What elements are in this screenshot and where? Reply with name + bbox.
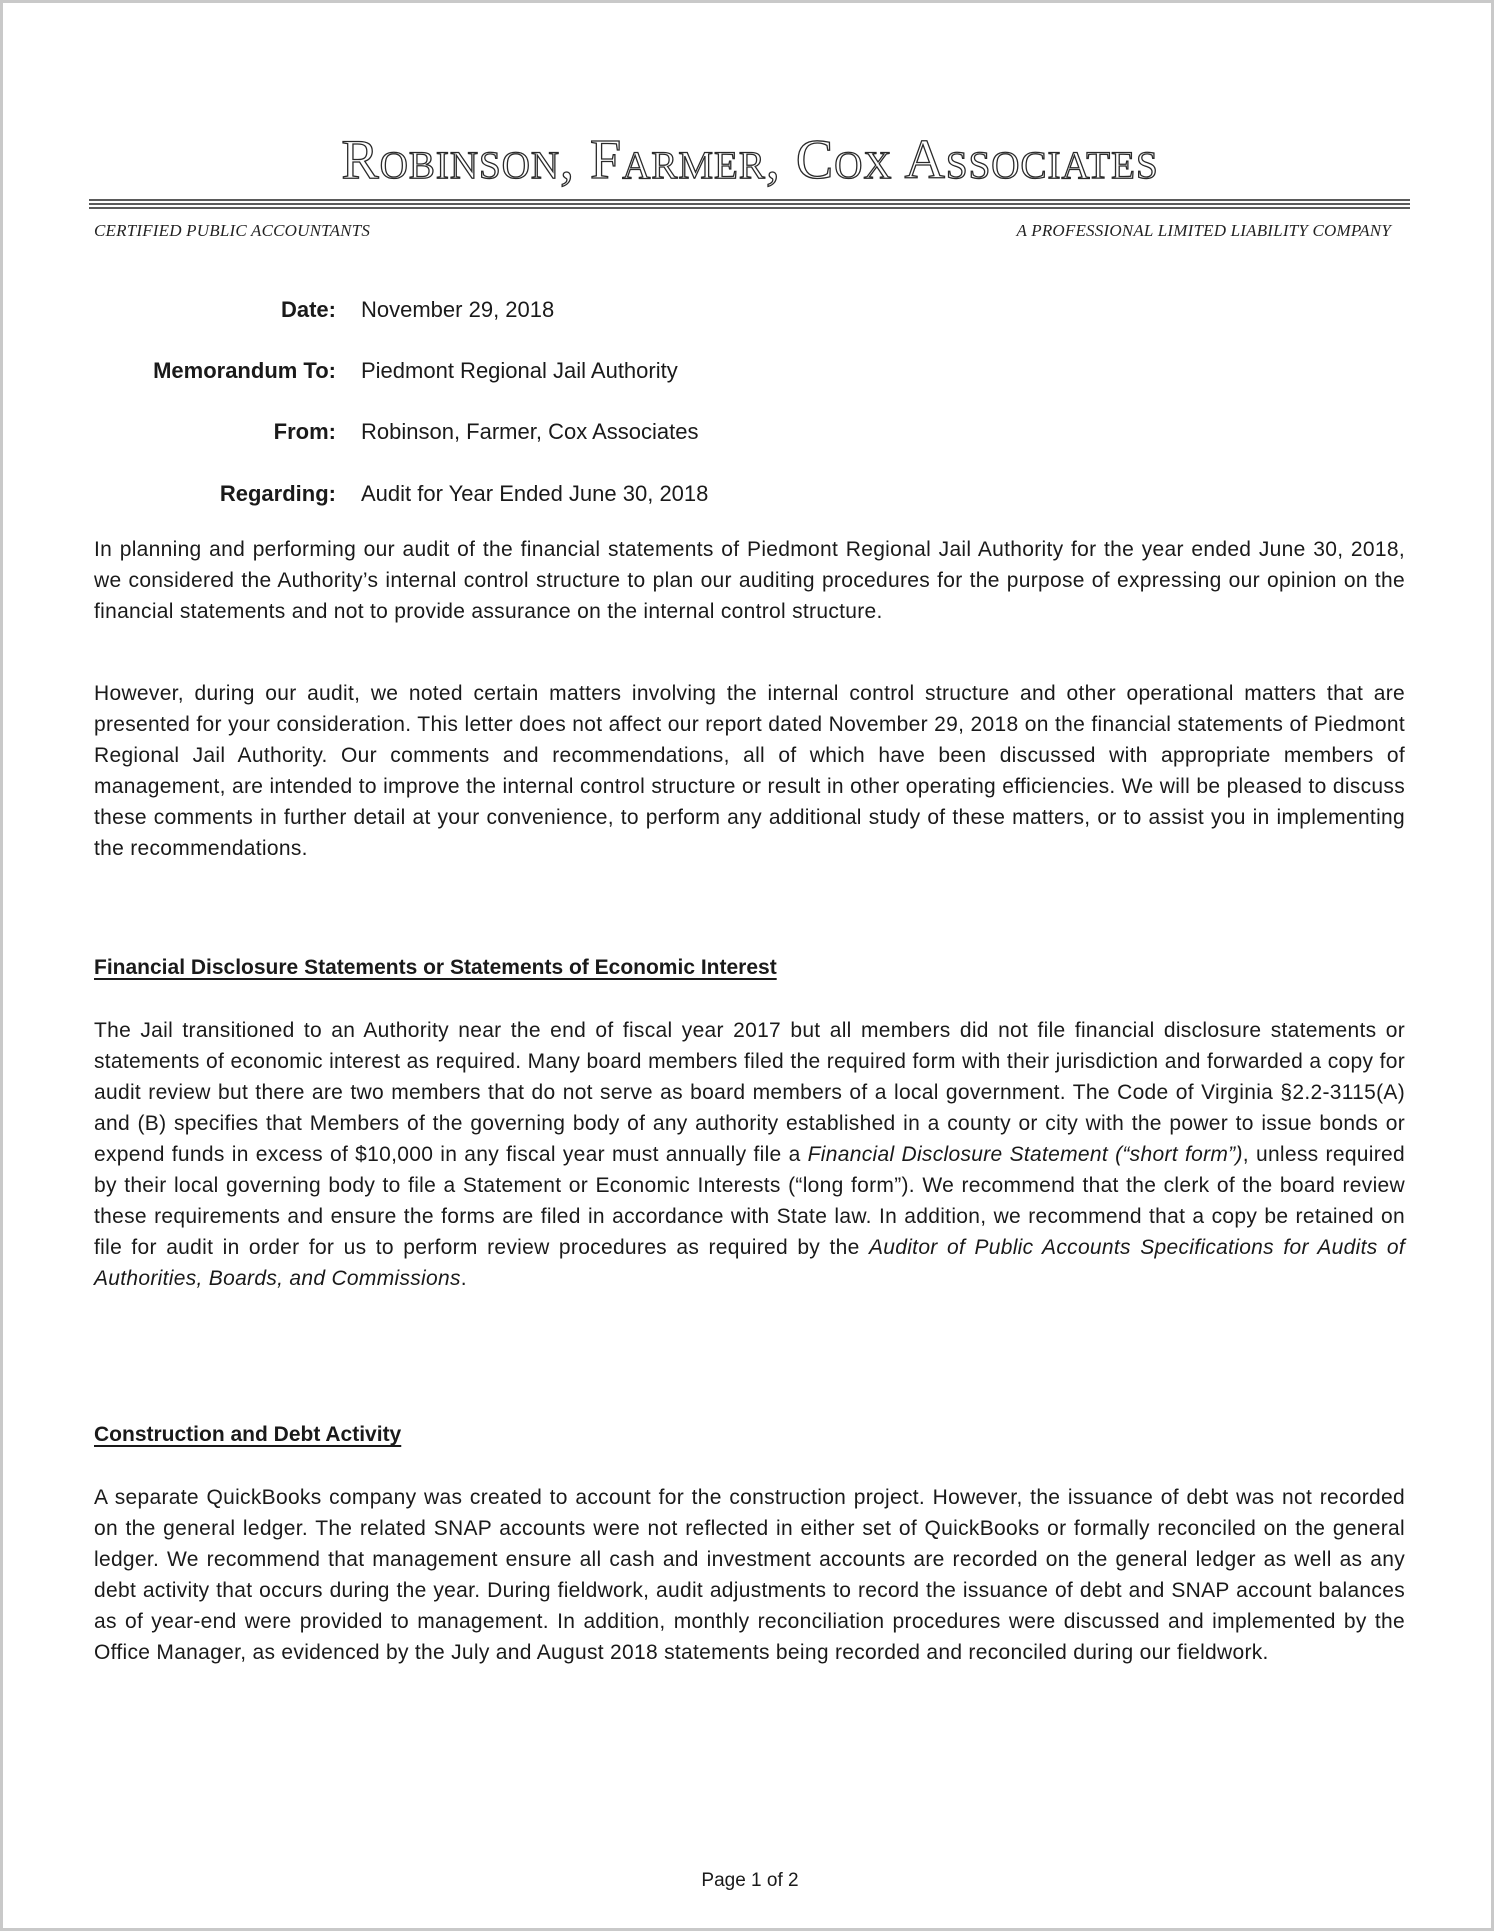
- rule-line: [89, 203, 1410, 205]
- page-number: Page 1 of 2: [701, 1870, 799, 1891]
- memo-row-regarding: [3, 481, 1494, 511]
- rule-line: [89, 207, 1410, 209]
- intro-paragraph: [94, 534, 1405, 627]
- paragraph-text: A separate QuickBooks company was created to account for the construction project. However, the issuance of debt was not recorded on the general ledger. The related SNAP accounts were not reflected in either set of QuickBooks or formally reconciled on the general ledger. We recommend that management ensure all cash and investment accounts are recorded on the general ledger as well as any debt activity that occurs during the year. During fieldwork, audit adjustments to record the issuance of debt and SNAP account balances as of year-end were provided to management. In addition, monthly reconciliation procedures were discussed and implemented by the Office Manager, as evidenced by the July and August 2018 statements being recorded and reconciled during our fieldwork.: [94, 1486, 1405, 1664]
- left-tagline: CERTIFIED PUBLIC ACCOUNTANTS: [94, 221, 371, 240]
- text-run: , unless required by their local governing body to file a Statement or Economic Interests (“long form”). We recommend that the clerk of the board review these requirements and ensure the forms are filed in accordance with State law. In addition, we recommend that a copy be retained on file for audit in order for us to perform review procedures as required by the: [94, 1143, 1405, 1259]
- paragraph-text: [94, 1015, 1405, 1294]
- paragraph-text: However, during our audit, we noted certain matters involving the internal control structure and other operational matters that are presented for your consideration. This letter does not affect our report dated November 29, 2018 on the financial statements of Piedmont Regional Jail Authority. Our comments and recommendations, all of which have been discussed with appropriate members of management, are intended to improve the internal control structure or result in other operating efficiencies. We will be pleased to discuss these comments in further detail at your convenience, to perform any additional study of these matters, or to assist you in implementing the recommendations.: [94, 682, 1405, 860]
- memo-label: Date:: [280, 297, 336, 322]
- text-run: The Jail transitioned to an Authority near the end of fiscal year 2017 but all members did not file financial disclosure statements or statements of economic interest as required. Many board members filed the required form with their jurisdiction and forwarded a copy for audit review but there are two members that do not serve as board members of a local government. The Code of Virginia §2.2-3115(A) and (B) specifies that Members of the governing body of any authority established in a county or city with the power to issue bonds or expend funds in excess of $10,000 in any fiscal year must annually file a: [94, 1019, 1405, 1166]
- second-paragraph: [94, 678, 1405, 864]
- memo-value: November 29, 2018: [361, 297, 555, 322]
- financial-disclosure-paragraph: [94, 1015, 1405, 1294]
- memo-label: From:: [273, 419, 336, 444]
- firm-name-heading: Robinson, Farmer, Cox Associates: [341, 129, 1159, 191]
- rule-line: [89, 199, 1410, 201]
- memo-label: Regarding:: [219, 481, 336, 506]
- construction-debt-paragraph: [94, 1482, 1405, 1668]
- section-heading-financial-disclosure: Financial Disclosure Statements or Statements of Economic Interest: [94, 956, 777, 979]
- memo-value: Robinson, Farmer, Cox Associates: [361, 419, 699, 444]
- memo-value: Piedmont Regional Jail Authority: [361, 358, 678, 383]
- section-heading-construction-debt: Construction and Debt Activity: [94, 1423, 402, 1446]
- memo-row-date: [3, 297, 1494, 327]
- text-run: .: [460, 1267, 467, 1290]
- memo-row-to: [3, 358, 1494, 388]
- italic-text-run: Auditor of Public Accounts Specifications for Audits of Authorities, Boards, and Commissions: [94, 1236, 1405, 1290]
- letterhead-rule: [89, 199, 1410, 211]
- memo-row-from: [3, 419, 1494, 449]
- italic-text-run: Financial Disclosure Statement (“short form”): [807, 1143, 1243, 1166]
- memo-value: Audit for Year Ended June 30, 2018: [361, 481, 709, 506]
- paragraph-text: In planning and performing our audit of the financial statements of Piedmont Regional Jail Authority for the year ended June 30, 2018, we considered the Authority’s internal control structure to plan our auditing procedures for the purpose of expressing our opinion on the financial statements and not to provide assurance on the internal control structure.: [94, 538, 1405, 623]
- right-tagline: A PROFESSIONAL LIMITED LIABILITY COMPANY: [1016, 221, 1391, 240]
- memo-label: Memorandum To:: [153, 358, 336, 383]
